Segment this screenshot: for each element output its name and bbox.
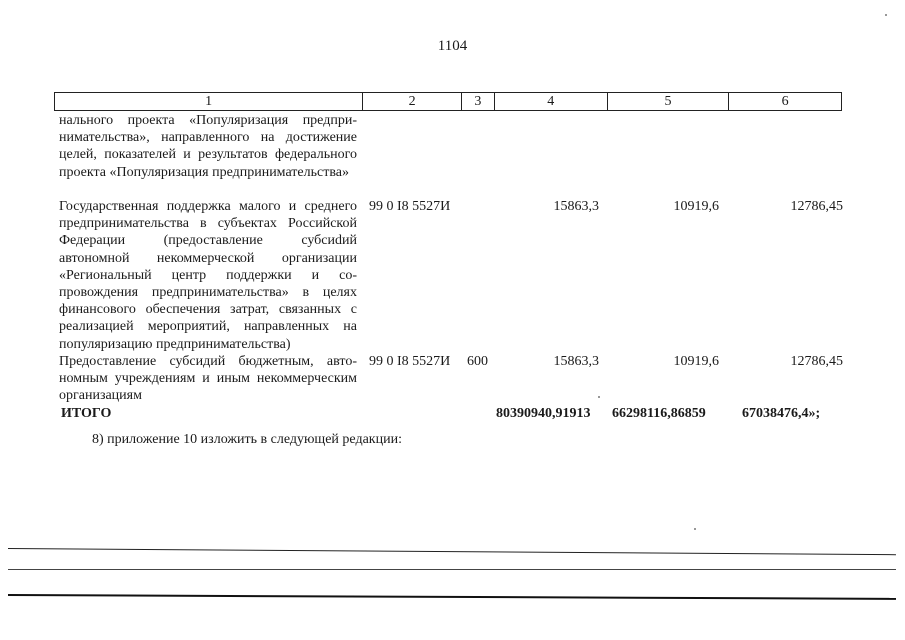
row-value-5: 10919,6 xyxy=(673,199,719,214)
row-description: Государственная поддержка малого и среднего предпринимательства в субъектах Российской Федерации (предоставление субсиdий автономной некоммерческой организации «Региональный центр поддержки и сопровождения предпринимательства» в целях финансового обеспечения затрат, связанных с реализацией мероприятий, направленных на популяризацию предпринимательства) xyxy=(59,199,357,352)
column-header-3: 3 xyxy=(462,93,495,110)
total-value-6: 67038476,4»; xyxy=(742,406,821,421)
column-header-5: 5 xyxy=(608,93,730,110)
row-value-6: 12786,45 xyxy=(790,199,843,214)
row-value-4: 15863,3 xyxy=(553,199,599,214)
page-number: 1104 xyxy=(437,38,468,54)
paragraph-text: 8) приложение 10 изложить в следующей редакции: xyxy=(92,432,402,447)
scan-speck xyxy=(694,528,696,530)
row-value-6: 12786,45 xyxy=(790,354,843,369)
row-code: 99 0 I8 5527И xyxy=(369,354,451,369)
divider-line xyxy=(8,569,896,570)
row-code: 99 0 I8 5527И xyxy=(369,199,451,214)
column-header-4: 4 xyxy=(495,93,608,110)
total-value-4: 80390940,91913 xyxy=(496,406,591,421)
divider-line xyxy=(8,594,896,600)
column-header-1: 1 xyxy=(55,93,363,110)
row-type: 600 xyxy=(467,354,488,369)
row-value-5: 10919,6 xyxy=(673,354,719,369)
row-value-4: 15863,3 xyxy=(553,354,599,369)
column-header-2: 2 xyxy=(363,93,462,110)
table-header-row xyxy=(54,92,842,111)
column-header-6: 6 xyxy=(781,94,789,109)
total-value-5: 66298116,86859 xyxy=(612,406,706,421)
row-description: нального проекта «Популяризация предпринимательства», направленного на достижение целей, показателей и результатов федерального проекта «Популяризация предпринимательства» xyxy=(59,113,357,180)
divider-line xyxy=(8,548,896,555)
total-label: ИТОГО xyxy=(61,406,112,421)
row-description: Предоставление субсидий бюджетным, автономным учреждениям и иным некоммерческим организациям xyxy=(59,354,357,404)
scan-speck xyxy=(598,396,600,398)
scan-speck xyxy=(885,14,887,16)
